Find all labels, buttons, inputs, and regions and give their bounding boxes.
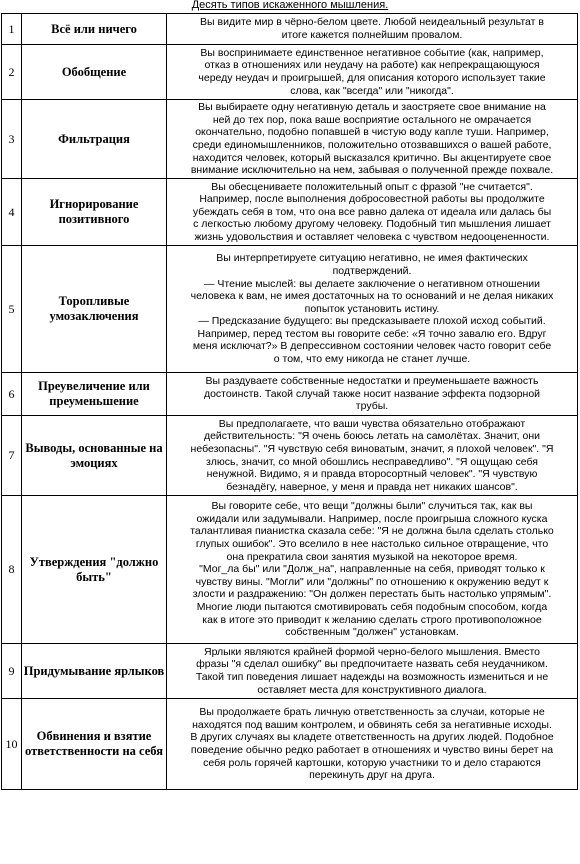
description-line: череду неудач и проигрышей, для описания которого использует такие <box>198 72 546 84</box>
description-line: Вы выбираете одну негативную деталь и заостряете свое внимание на <box>198 101 546 114</box>
table-row <box>2 100 578 179</box>
description-line: ней до тех пор, пока ваше восприятие остального не омрачается <box>212 113 532 126</box>
table-row <box>2 373 578 416</box>
row-number: 9 <box>2 644 22 699</box>
distortion-description <box>167 246 578 373</box>
description-line: находятся под вашим контролем, и обвинять себя за негативные исходы. <box>192 718 552 731</box>
description-line: слова, как "всегда" или "никогда". <box>290 84 454 97</box>
distortion-description <box>167 416 578 496</box>
row-number: 1 <box>2 14 22 45</box>
description-line: внимание исключительно на нем, забывая о полученной прежде похвале. <box>190 164 554 177</box>
distortion-description <box>167 14 578 45</box>
description-line: Вы воспринимаете единственное негативное событие (как, например, <box>200 46 544 59</box>
description-line: окончательно, подобно попавшей в чистую воду капле туши. Например, <box>195 126 549 139</box>
description-line: — Чтение мыслей: вы делаете заключение о негативном отношении <box>204 277 540 290</box>
table-row <box>2 644 578 699</box>
description-line: Ярлыки являются крайней формой черно-белого мышления. Вместо <box>203 645 541 658</box>
description-line: Вы обесцениваете положительный опыт с фразой "не считается". <box>211 180 533 193</box>
description-line: безнадёгу, наверное, у меня и правда нет никаких шансов". <box>226 480 518 493</box>
description-line: среди единомышленников, положительно отозвавшихся о вашей работе, <box>192 139 552 151</box>
description-line: Вы видите мир в чёрно-белом цвете. Любой неидеальный результат в <box>200 16 544 29</box>
description-line: с легкостью любому другому человеку. Подобный тип мышления лишает <box>193 218 551 231</box>
description-line: фразы "я сделал ошибку" вы предпочитаете назвать себя неудачником. <box>196 658 548 671</box>
description-line: Например, перед тестом вы говорите себе: «Я точно завалю его. Вдруг <box>197 327 547 340</box>
description-line: Вы продолжаете брать личную ответственность за случаи, которые не <box>199 706 545 719</box>
distortion-name: Выводы, основанные на эмоциях <box>22 416 167 496</box>
description-line: как в итоге это приводит к желанию сделать строго противоположное <box>202 613 542 626</box>
description-line: убеждать себя в том, что она все равно далека от идеала или далась бы <box>192 205 552 218</box>
description-line: ожидали или задумывали. Например, после проигрыша сложного куска <box>196 512 548 525</box>
table-row <box>2 45 578 100</box>
description-line: находится человек, который высказался критично. Вы акцентируете свое <box>192 151 552 164</box>
description-line: Многие люди пытаются смотивировать себя подобным способом, когда <box>196 600 548 613</box>
row-number: 6 <box>2 373 22 416</box>
description-line: она прекратила свои занятия музыкой на некоторое время. <box>226 550 518 563</box>
description-line: талантливая пианистка сказала себе: "Я не должна была сделать столько <box>190 525 554 538</box>
distortion-description <box>167 644 578 699</box>
description-line: отказ в отношениях или неудачу на работе) как непрекращающуюся <box>204 59 540 72</box>
description-line: собственным "должен" установкам. <box>285 626 459 639</box>
row-number: 5 <box>2 246 22 373</box>
distortion-description <box>167 699 578 790</box>
distortion-name: Торопливые умозаключения <box>22 246 167 373</box>
row-number: 2 <box>2 45 22 100</box>
description-line: Например, после выполнения добросовестной работы вы продолжите <box>199 193 545 206</box>
description-line: — Предсказание будущего: вы предсказываете плохой исход событий. <box>198 315 546 328</box>
description-line: злости и раздражению: "Он должен перестать быть настолько упрямым". <box>192 588 552 601</box>
description-line: жизнь удовольствия и оставляет человека с чувством недооцененности. <box>194 230 550 243</box>
distortion-description <box>167 496 578 644</box>
row-number: 7 <box>2 416 22 496</box>
distortion-name: Игнорирование позитивного <box>22 179 167 246</box>
row-number: 8 <box>2 496 22 644</box>
description-line: Вы раздуваете собственные недостатки и преуменьшаете важность <box>205 375 539 388</box>
description-line: "Мог_ла бы" или "Долж_на", направленные на себя, приводят только к <box>199 563 545 576</box>
distortion-description <box>167 373 578 416</box>
description-line: перекинуть друг на друга. <box>309 769 435 782</box>
table-body <box>2 14 578 790</box>
table-row <box>2 179 578 246</box>
table-row <box>2 699 578 790</box>
description-line: меня исключат?» В депрессивном состоянии человек часто говорит себе <box>192 340 552 353</box>
description-line: действительность: "Я очень боюсь летать на самолётах. Значит, они <box>203 430 541 443</box>
description-line: злюсь, значит, со мной обошлись несправедливо". "Я ощущаю себя <box>206 455 538 468</box>
description-line: подтверждений. <box>332 264 412 277</box>
description-line: себя роль горячей картошки, которую участники то и дело стараются <box>203 756 541 769</box>
description-line: поведение обычно редко работает в отношениях и чувство вины берет на <box>190 744 554 756</box>
description-line: Вы интерпретируете ситуацию негативно, не имея фактических <box>216 252 528 265</box>
description-line: В других случаях вы кладете ответственность на других людей. Подобное <box>190 731 554 744</box>
row-number: 10 <box>2 699 22 790</box>
description-line: о том, что ему никогда не станет лучше. <box>273 353 471 366</box>
distortion-description <box>167 45 578 100</box>
description-line: оставляет места для конструктивного диалога. <box>257 683 487 696</box>
distortions-table <box>1 13 578 790</box>
description-line: Вы говорите себе, что вещи "должны были" случиться так, как вы <box>211 500 533 513</box>
description-line: ненужной. Видимо, я и правда второсортный человек". "Я чувствую <box>206 468 538 481</box>
description-line: чувству вины. "Могли" или "должны" по отношению к окружению ведут к <box>195 575 549 588</box>
description-line: Вы предполагаете, что ваши чувства обязательно отображают <box>218 417 526 430</box>
document-title: Десять типов искаженного мышления. <box>191 0 389 11</box>
distortion-name: Утверждения "должно быть" <box>22 496 167 644</box>
table-row <box>2 14 578 45</box>
distortion-name: Преувеличение или преуменьшение <box>22 373 167 416</box>
distortion-name: Фильтрация <box>22 100 167 179</box>
distortion-name: Обобщение <box>22 45 167 100</box>
description-line: глупых ошибок". Это вселило в нее настолько сильное отвращение, что <box>195 538 549 551</box>
distortion-name: Обвинения и взятие ответственности на себя <box>22 699 167 790</box>
description-line: Такой тип поведения лишает надежды на возможность измениться и не <box>195 671 549 683</box>
distortion-name: Всё или ничего <box>22 14 167 45</box>
description-line: попыток установить истину. <box>304 302 440 315</box>
distortion-name: Придумывание ярлыков <box>22 644 167 699</box>
row-number: 3 <box>2 100 22 179</box>
table-row <box>2 416 578 496</box>
row-number: 4 <box>2 179 22 246</box>
description-line: итоге кажется полнейшим провалом. <box>281 29 463 41</box>
description-line: небезопасны". "Я чувствую себя виноватым, значит, я плохой человек". "Я <box>190 442 554 455</box>
distortion-description <box>167 179 578 246</box>
distortion-description <box>167 100 578 179</box>
description-line: трубы. <box>355 400 389 413</box>
table-row <box>2 496 578 644</box>
description-line: человека к вам, не имея достаточных на то оснований и не делая никаких <box>190 290 554 303</box>
description-line: достоинств. Такой случай также носит название эффекта подзорной <box>203 387 541 400</box>
table-row <box>2 246 578 373</box>
